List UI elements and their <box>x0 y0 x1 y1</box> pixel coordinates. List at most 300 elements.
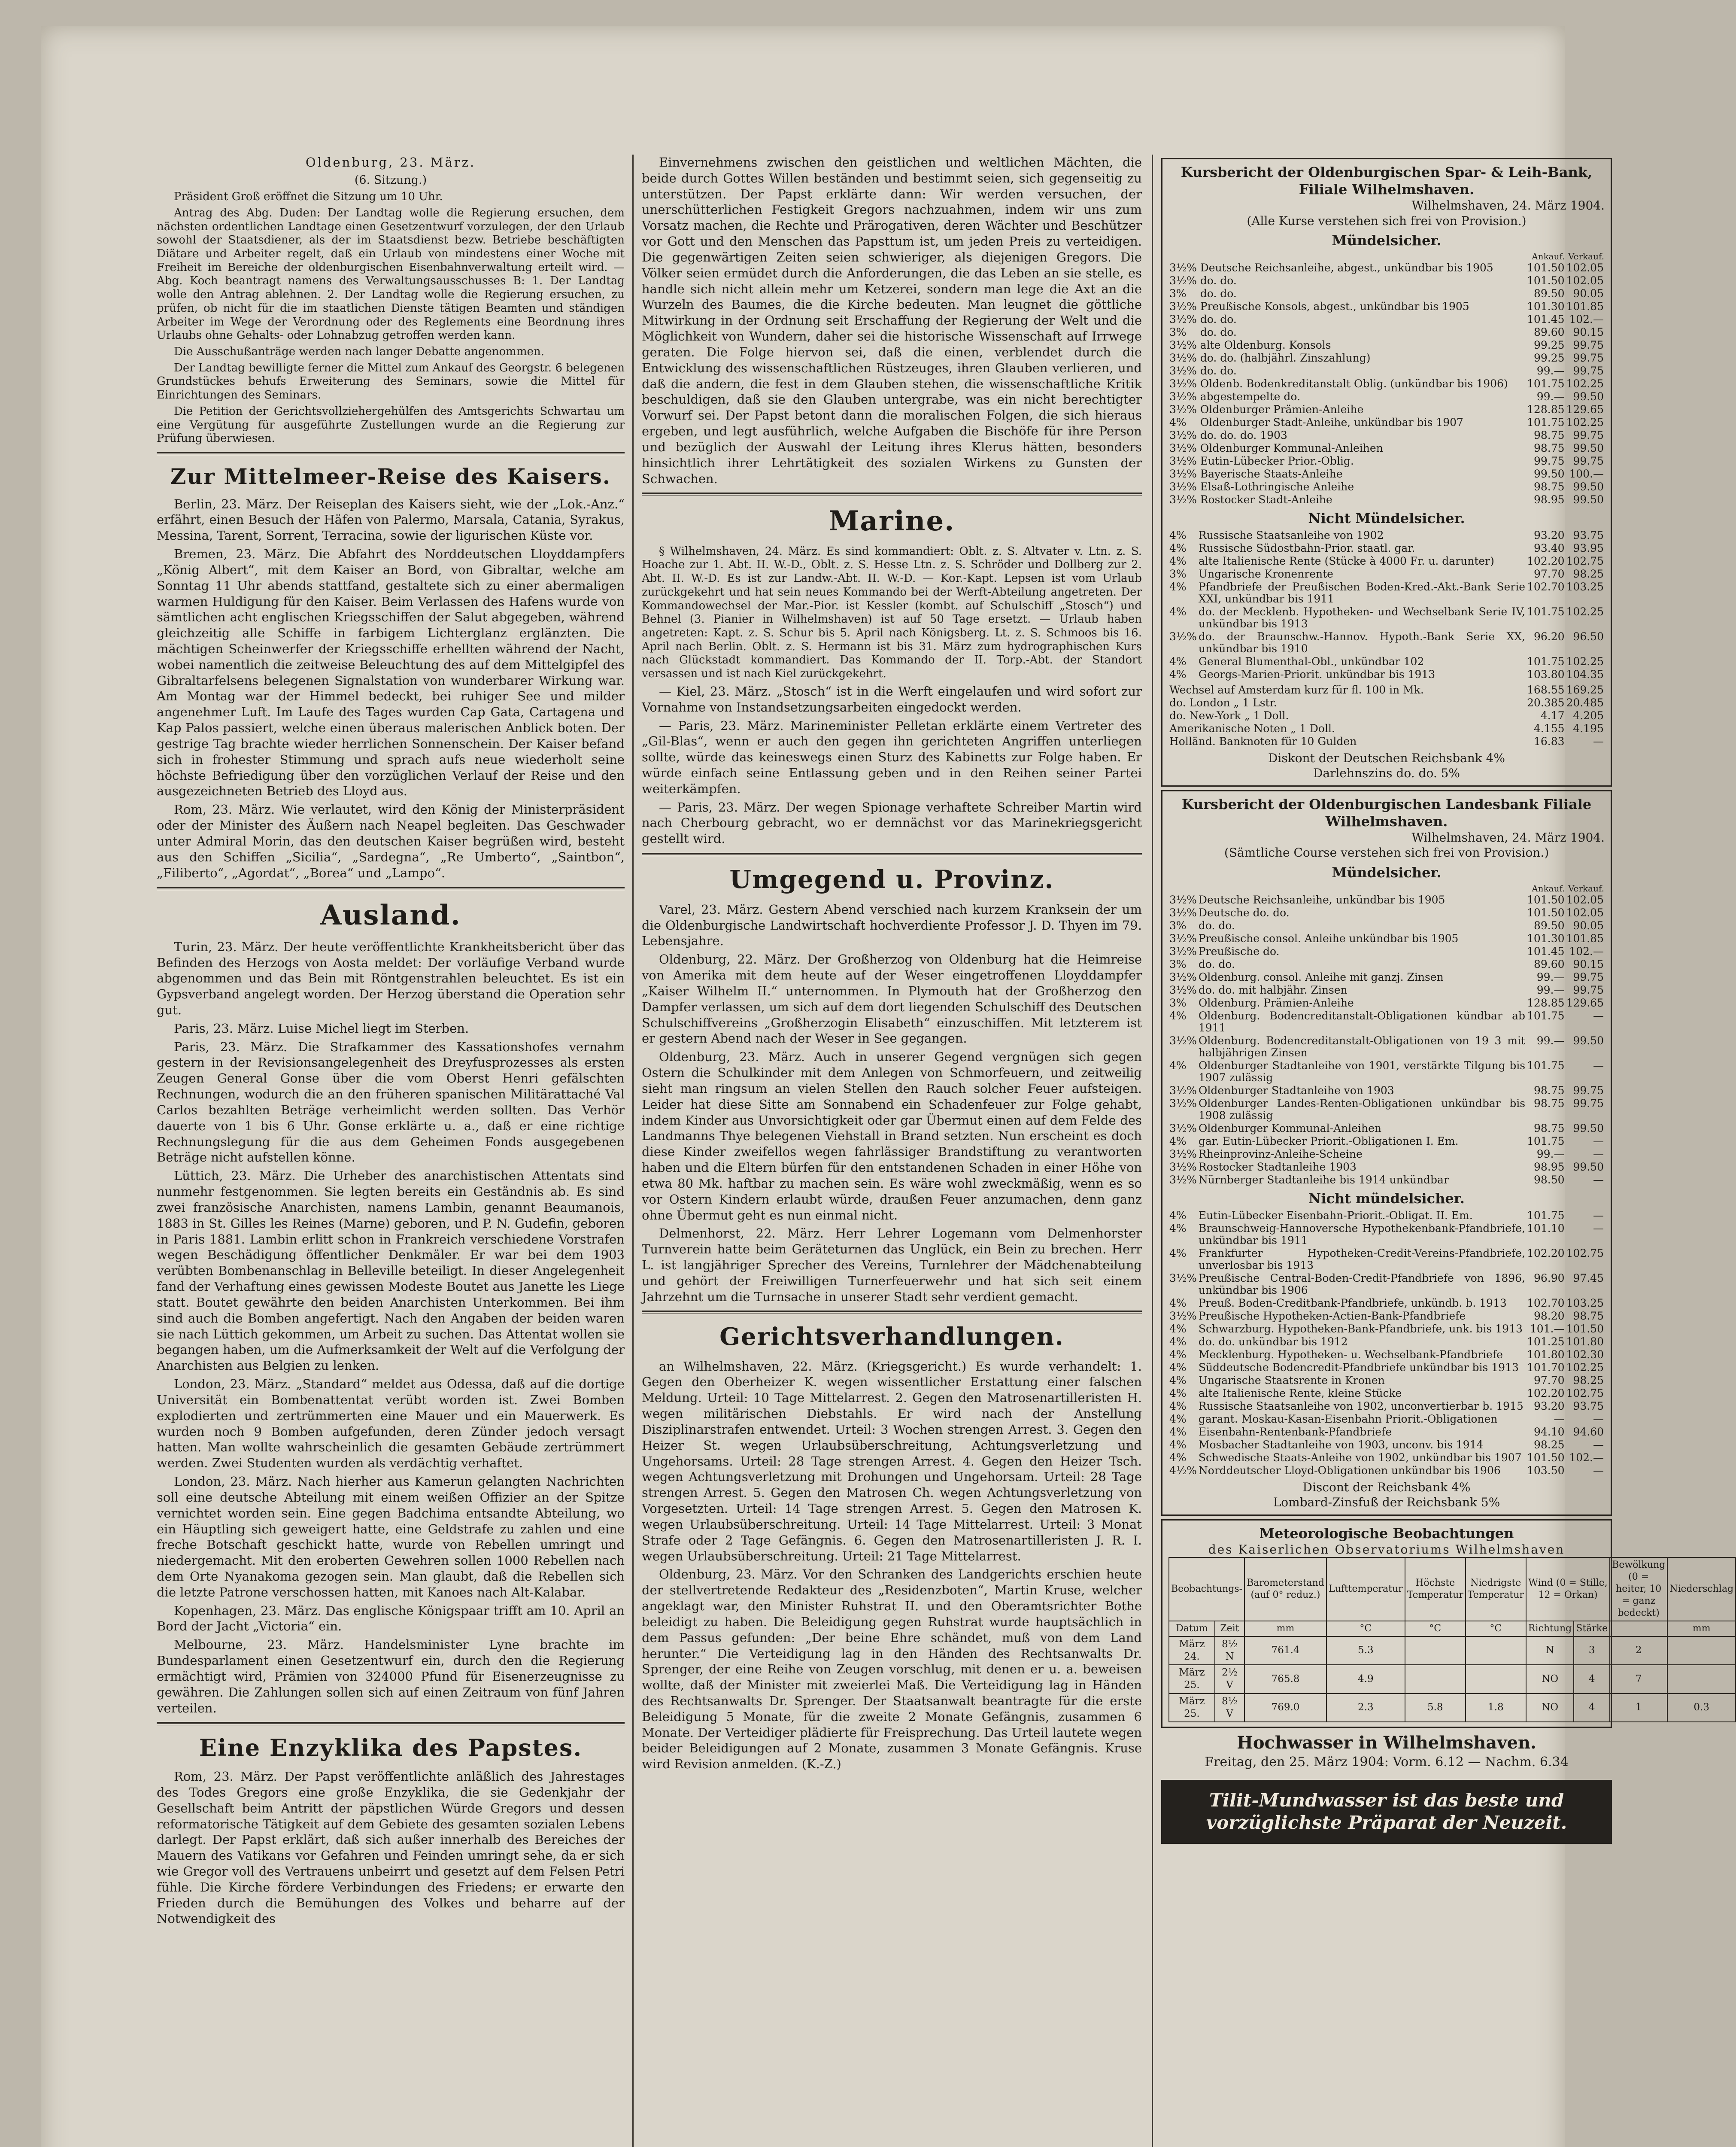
rate-value: 94.60 <box>1573 1425 1604 1438</box>
rate-label: 4% <box>1169 541 1187 554</box>
rate-value: 99.— <box>1536 1034 1565 1047</box>
rate-value: 98.25 <box>1533 1438 1565 1451</box>
rate-row <box>1168 984 1605 997</box>
rate-label: General Blumenthal-Obl., unkündbar 102 <box>1198 655 1424 668</box>
rate-value: 93.20 <box>1533 529 1565 541</box>
weather-cell <box>1466 1636 1526 1665</box>
section-divider <box>642 493 1142 496</box>
rate-value: 102.20 <box>1527 1387 1565 1399</box>
rate-value: 102.05 <box>1566 906 1604 919</box>
rate-value: 90.05 <box>1573 287 1604 300</box>
rate-row <box>1168 1426 1605 1438</box>
rate-label: 3½% <box>1169 300 1197 313</box>
column-header: Ankauf. <box>1532 883 1565 894</box>
rate-row <box>1168 1387 1605 1400</box>
rate-value: 99.75 <box>1573 455 1604 468</box>
weather-subheader: °C <box>1405 1621 1466 1636</box>
rate-value: 96.20 <box>1533 630 1565 643</box>
weather-subheader: mm <box>1667 1621 1736 1636</box>
rate-label: Preußische Central-Boden-Credit-Pfandbriefe von 1896, unkündbar bis 1906 <box>1198 1271 1526 1296</box>
rate-row <box>1168 684 1605 696</box>
rate-value: 101.75 <box>1527 1134 1565 1147</box>
rate-label: 3½% <box>1169 932 1197 945</box>
session-label: (6. Sitzung.) <box>354 173 427 187</box>
discount-rate: Diskont der Deutschen Reichsbank 4% <box>1268 751 1505 765</box>
discount-rate: Discont der Reichsbank 4% <box>1302 1480 1471 1494</box>
rate-value: 101.80 <box>1527 1348 1565 1361</box>
rate-value: 101.50 <box>1527 262 1565 274</box>
rate-row <box>1168 455 1605 468</box>
rate-value: 101.30 <box>1527 932 1565 945</box>
rate-label: do. do. unkündbar bis 1912 <box>1198 1335 1348 1348</box>
rate-value: — <box>1593 1134 1604 1147</box>
rate-label: Bayerische Staats-Anleihe <box>1200 468 1343 480</box>
rate-value: 97.70 <box>1533 567 1565 580</box>
rate-label: gar. Eutin-Lübecker Priorit.-Obligationen I. Em. <box>1198 1134 1459 1147</box>
rate-label: Frankfurter Hypotheken-Credit-Vereins-Pfandbriefe, unverlosbar bis 1913 <box>1198 1247 1526 1271</box>
rate-value: 128.85 <box>1527 403 1565 416</box>
rate-label: 3½% <box>1169 906 1197 919</box>
rate-row <box>1168 529 1605 542</box>
rate-label: 3½% <box>1169 1309 1197 1322</box>
rate-label: Oldenburger Kommunal-Anleihen <box>1200 442 1383 455</box>
rate-label: Preußische consol. Anleihe unkündbar bis 1905 <box>1198 932 1459 945</box>
weather-cell <box>1466 1665 1526 1693</box>
rate-value: 102.— <box>1569 1451 1604 1464</box>
rate-value: 89.50 <box>1533 287 1565 300</box>
rate-value: — <box>1554 1412 1565 1425</box>
rate-value: 102.20 <box>1527 554 1565 567</box>
rate-row <box>1168 555 1605 568</box>
weather-cell: 4.9 <box>1326 1665 1405 1693</box>
rate-label: Preußische Konsols, abgest., unkündbar bis 1905 <box>1200 300 1469 313</box>
rate-label: Oldenburger Stadtanleihe von 1903 <box>1198 1084 1394 1097</box>
rate-value: 20.485 <box>1566 696 1604 709</box>
bank-note: (Sämtliche Course verstehen sich frei von Provision.) <box>1224 845 1549 860</box>
rate-value: 99.— <box>1536 390 1565 403</box>
paragraph: Oldenburg, 23. März. Vor den Schranken des Landgerichts erschien heute der stellvertretende Redakteur des „Residenzboten“, Martin Kruse, welcher angeklagt war, den Minister Ruhstrat II. und den Oberamtsrichter Bothe beleidigt zu haben. Die Beleidigung gegen Ruhstrat wurde hauptsächlich in dem Passus gefunden: „Der beine Ehre schändet, muß von dem Land herunter.“ Die Verteidigung lag in den Händen des Rechtsanwalts Dr. Sprenger, der eine Reihe von Zeugen vorschlug, mit denen er u. a. beweisen wollte, daß der Minister mit zweierlei Maß. Die Verteidigung lag in Händen des Rechtsanwalts Dr. Sprenger. Der Staatsanwalt beantragte für die erste Beleidigung 5 Monate, für die zweite 2 Monate Gefängnis, zusammen 6 Monate. Der Verteidiger plädierte für Freisprechung. Das Urteil lautete wegen beider Beleidigungen auf 2 Monate, zusammen 3 Monate Gefängnis. Kruse wird Revision anmelden. (K.-Z.) <box>642 1567 1142 1772</box>
section-heading: Ausland. <box>320 899 461 932</box>
rate-label: 4% <box>1169 580 1187 593</box>
paragraph: Oldenburg, 22. März. Der Großherzog von Oldenburg hat die Heimreise von Amerika mit dem heute auf der Weser eingetroffenen Lloyddampfer „Kaiser Wilhelm II.“ unternommen. In Plymouth hat der Großherzog den Dampfer verlassen, um sich auf dem dort liegenden Schulschiff des Deutschen Schulschiffvereins „Großherzogin Elisabeth“ einzuschiffen. Mit letzterem ist er gestern Abend nach der Weser in See gegangen. <box>642 952 1142 1046</box>
paragraph: an Wilhelmshaven, 22. März. (Kriegsgericht.) Es wurde verhandelt: 1. Gegen den Oberheizer K. wegen wissentlicher Erstattung einer falschen Meldung. Urteil: 10 Tage Mittelarrest. 2. Gegen den Matrosenartilleristen H. wegen militärischen Diebstahls. Er wird nach der Anstellung Disziplinarstrafen entwendet. Urteil: 3 Wochen strengen Arrest. 3. Gegen den Heizer St. wegen Urlaubsüberschreitung, Achtungsverletzung und Ungehorsams. Urteil: 28 Tage strengen Arrest. 4. Gegen den Heizer Tsch. wegen Achtungsverletzung mit Drohungen und Ungehorsam. Urteil: 28 Tage strengen Arrest. 5. Gegen den Matrosen Ch. wegen Achtungsverletzung von Vorgesetzten. Urteil: 14 Tage strengen Arrest. 5. Gegen den Matrosen K. wegen Urlaubsüberschreitung. Urteil: 14 Tage Mittelarrest. Urteil: 3 Monat Strafe oder 2 Tage Gefängnis. 6. Gegen den Matrosenartilleristen J. R. I. wegen Urlaubsüberschreitung. Urteil: 21 Tage Mittelarrest. <box>642 1359 1142 1563</box>
rate-row <box>1168 1161 1605 1174</box>
rate-label: Eisenbahn-Rentenbank-Pfandbriefe <box>1198 1425 1392 1438</box>
rate-row <box>1168 1209 1605 1222</box>
rate-value: 101.10 <box>1527 1222 1565 1235</box>
rate-row <box>1168 1247 1605 1272</box>
rate-row <box>1168 1413 1605 1426</box>
weather-subheader: Richtung <box>1526 1621 1574 1636</box>
rate-label: 4% <box>1169 1387 1187 1399</box>
rate-label: abgestempelte do. <box>1200 390 1300 403</box>
rate-value: 101.45 <box>1527 945 1565 958</box>
rate-label: 3½% <box>1169 442 1197 455</box>
rate-label: Russische Staatsanleihe von 1902, unconvertierbar b. 1915 <box>1198 1399 1524 1412</box>
rate-value: 101.85 <box>1566 932 1604 945</box>
rate-label: Oldenburg. consol. Anleihe mit ganzj. Zinsen <box>1198 970 1444 983</box>
paragraph: Rom, 23. März. Wie verlautet, wird den König der Ministerpräsident oder der Minister des Äußern nach Neapel begleiten. Das Geschwader unter Admiral Morin, das den deutschen Kaiser begrüßen wird, besteht aus den Schiffen „Sicilia“, „Sardegna“, „Re Umberto“, „Saintbon“, „Filiberto“, „Agordat“, „Borea“ und „Lampo“. <box>157 802 625 880</box>
rate-label: 3% <box>1169 326 1187 339</box>
rate-row <box>1168 313 1605 326</box>
paragraph: Melbourne, 23. März. Handelsminister Lyne brachte im Bundesparlament einen Gesetzentwurf ein, durch den die Regierung ermächtigt wird, Prämien von 324000 Pfund für Eisenerzeugnisse zu gewähren. Die Zahlungen sollen sich auf einen Zeitraum von fünf Jahren verteilen. <box>157 1637 625 1715</box>
rate-label: 4% <box>1169 1374 1187 1387</box>
rate-label: Preußische Hypotheken-Actien-Bank-Pfandbriefe <box>1198 1309 1466 1322</box>
rate-label: 4% <box>1169 1451 1187 1464</box>
mouthwash-advertisement <box>1161 1780 1612 1844</box>
rate-value: 101.80 <box>1566 1335 1604 1348</box>
rate-row <box>1168 1148 1605 1161</box>
bank-section-heading: Mündelsicher. <box>1332 232 1442 249</box>
rate-row <box>1168 1010 1605 1034</box>
rate-label: Preußische do. <box>1198 945 1280 958</box>
column-1 <box>157 155 625 1929</box>
rate-value: 94.10 <box>1533 1425 1565 1438</box>
rate-label: 3½% <box>1169 274 1197 287</box>
rate-label: 4½% <box>1169 1464 1197 1477</box>
rate-value: 93.40 <box>1533 541 1565 554</box>
rate-label: Oldenburger Prämien-Anleihe <box>1200 403 1364 416</box>
rate-value: 101.75 <box>1527 416 1565 429</box>
rate-label: do. do. <box>1198 958 1235 970</box>
weather-cell: N <box>1526 1636 1574 1665</box>
rate-label: do. do. do. 1903 <box>1200 429 1287 442</box>
column-header: Ankauf. <box>1532 251 1565 262</box>
rate-label: Rostocker Stadt-Anleihe <box>1200 493 1332 506</box>
bank-title: Kursbericht der Oldenburgischen Landesbank Filiale Wilhelmshaven. <box>1181 796 1592 830</box>
rate-label: 4% <box>1169 1296 1187 1309</box>
rate-value: 98.75 <box>1533 442 1565 455</box>
rate-value: 101.75 <box>1527 605 1565 618</box>
rate-row <box>1168 1174 1605 1186</box>
rate-row <box>1168 735 1605 748</box>
weather-observations <box>1161 1519 1734 1728</box>
rate-label: 3% <box>1169 958 1187 970</box>
rate-row <box>1168 1135 1605 1148</box>
rate-label: 3½% <box>1169 352 1197 365</box>
rate-label: 3½% <box>1169 468 1197 480</box>
weather-cell: März 24. <box>1169 1636 1215 1665</box>
weather-cell <box>1667 1665 1736 1693</box>
rate-value: 99.75 <box>1573 970 1604 983</box>
paragraph: Rom, 23. März. Der Papst veröffentlichte anläßlich des Jahrestages des Todes Gregors eine große Enzyklika, die sie Gedenkjahr der Gesellschaft beim Antritt der päpstlichen Würde Gregors und dessen reformatorische Tätigkeit auf dem Gebiete des gesamten sozialen Lebens darlegt. Der Papst erklärt, daß sich außer innerhalb des Bereiches der Mauern des Vatikans vor Gefahren und Feinden umringt sehe, da er sich wie Gregor voll des Vertrauens unbeirrt und gesetzt auf dem Felsen Petri fühle. Die Kirche fördere Verbindungen des Friedens; er erwarte den Frieden durch die Bemühungen des Volkes und beharre auf der Notwendigkeit des <box>157 1769 625 1926</box>
rate-row <box>1168 1034 1605 1059</box>
column-header: Verkauf. <box>1568 883 1604 894</box>
loan-rate: Darlehnszins do. do. 5% <box>1313 766 1460 781</box>
paragraph: — Paris, 23. März. Marineminister Pelletan erklärte einem Vertreter des „Gil-Blas“, wenn er auch den gegen ihn gerichteten Angriffen unterliegen sollte, würde das keineswegs einen Sturz des Kabinetts zur Folge haben. Er würde einfach seine Entlassung geben und in den Reihen seiner Partei weiterkämpfen. <box>642 718 1142 796</box>
rate-label: 4% <box>1169 1399 1187 1412</box>
rate-value: 101.50 <box>1566 1322 1604 1335</box>
section-heading: Gerichtsverhandlungen. <box>719 1323 1064 1351</box>
weather-cell: 765.8 <box>1244 1665 1326 1693</box>
weather-header: Wind (0 = Stille, 12 = Orkan) <box>1526 1557 1610 1621</box>
weather-header: Beobachtungs- <box>1169 1557 1244 1621</box>
rate-value: 90.15 <box>1573 326 1604 339</box>
rate-label: 3½% <box>1169 403 1197 416</box>
column-rule <box>632 155 634 2147</box>
rate-label: 3½% <box>1169 1084 1197 1097</box>
paragraph: Varel, 23. März. Gestern Abend verschied nach kurzem Kranksein der um die Oldenburgische Landwirtschaft hochverdiente Professor J. D. Thyen im 79. Lebensjahre. <box>642 902 1142 949</box>
rate-label: 4% <box>1169 1348 1187 1361</box>
bank-report-spar-leih <box>1161 158 1612 787</box>
rate-row <box>1168 1348 1605 1361</box>
rate-value: 101.85 <box>1566 300 1604 313</box>
rate-label: Nürnberger Stadtanleihe bis 1914 unkündbar <box>1198 1173 1449 1186</box>
rate-value: 101.50 <box>1527 274 1565 287</box>
rate-value: 101.75 <box>1527 1059 1565 1072</box>
rate-label: 3½% <box>1169 313 1197 326</box>
rate-value: 103.25 <box>1566 580 1604 593</box>
section-heading: Umgegend u. Provinz. <box>729 865 1054 894</box>
rate-value: 98.75 <box>1573 1309 1604 1322</box>
rate-row <box>1168 1451 1605 1464</box>
weather-subheader: °C <box>1326 1621 1405 1636</box>
rate-row <box>1168 1272 1605 1297</box>
weather-cell: 2.3 <box>1326 1694 1405 1722</box>
rate-row <box>1168 1438 1605 1451</box>
rate-label: 3½% <box>1169 480 1197 493</box>
rate-value: 101.25 <box>1527 1335 1565 1348</box>
bank-section-heading: Nicht mündelsicher. <box>1308 1190 1465 1207</box>
rate-value: 102.75 <box>1566 1387 1604 1399</box>
weather-cell: 4 <box>1574 1694 1610 1722</box>
rate-value: 99.50 <box>1573 390 1604 403</box>
rate-label: 3½% <box>1169 455 1197 468</box>
rate-label: 3½% <box>1169 983 1197 996</box>
rate-row <box>1168 1297 1605 1310</box>
rate-label: do. London „ 1 Lstr. <box>1169 696 1277 709</box>
landtag-report <box>157 190 625 446</box>
rate-value: 103.25 <box>1566 1296 1604 1309</box>
weather-cell: 4 <box>1574 1665 1610 1693</box>
ad-line: vorzüglichste Präparat der Neuzeit. <box>1206 1812 1567 1834</box>
lombard-rate: Lombard-Zinsfuß der Reichsbank 5% <box>1273 1495 1500 1510</box>
weather-cell: 2 <box>1610 1636 1667 1665</box>
rate-label: 3% <box>1169 567 1187 580</box>
paragraph: London, 23. März. „Standard“ meldet aus Odessa, daß auf die dortige Universität ein Bombenattentat verübt worden ist. Zwei Bomben explodierten und zertrümmerten eine Mauer und ein Mauerwerk. Es wurden noch 9 Bomben aufgefunden, deren Zünder jedoch versagt hatten. Man wollte wahrscheinlich die gesamten Gebäude zertrümmert werden. Zwei Studenten wurden als verdächtig verhaftet. <box>157 1377 625 1471</box>
rates-table <box>1168 1209 1605 1477</box>
bank-note: (Alle Kurse verstehen sich frei von Provision.) <box>1247 213 1527 228</box>
rate-row <box>1168 262 1605 274</box>
ad-line: Tilit-Mundwasser ist das beste und <box>1209 1789 1564 1811</box>
weather-subtitle: des Kaiserlichen Observatoriums Wilhelmshaven <box>1208 1542 1565 1557</box>
rate-label: Eutin-Lübecker Eisenbahn-Priorit.-Obligat. II. Em. <box>1198 1209 1473 1222</box>
rate-label: Oldenburger Landes-Renten-Obligationen unkündbar bis 1908 zulässig <box>1198 1097 1526 1122</box>
rates-table <box>1168 883 1605 1186</box>
rate-label: 3½% <box>1169 493 1197 506</box>
rate-value: 96.90 <box>1533 1271 1565 1284</box>
section-divider <box>642 853 1142 856</box>
paragraph: Bremen, 23. März. Die Abfahrt des Norddeutschen Lloyddampfers „König Albert“, mit dem Kaiser an Bord, von Gibraltar, welche am Sonntag 11 Uhr abends stattfand, gestaltete sich zu einer abermaligen warmen Huldigung für den Kaiser. Beim Verlassen des Hafens wurde von sämtlichen acht englischen Kriegsschiffen der Salut abgegeben, während gleichzeitig alle Schiffe in farbigem Lichterglanz erglänzten. Die mächtigen Scheinwerfer der Kriegsschiffe erhellten während der Nacht, wobei namentlich die zeitweise Beleuchtung des auf dem Mittelgipfel des Gibraltarfelsens belegenen Signalstation von wunderbarer Wirkung war. Am Montag war der Himmel bedeckt, bei ruhiger See und milder angenehmer Luft. Im Laufe des Tages wurden Cap Gata, Cartagena und Kap Palos passiert, welche einen überaus malerischen Anblick boten. Der gestrige Tag brachte wieder herrlichen Sonnenschein. Der Kaiser befand sich in frohester Stimmung und sprach aufs neue wiederholt seine höchste Befriedigung über den vorzüglichen Verlauf der Reise und den ausgezeichneten Betrieb des Lloyd aus. <box>157 547 625 799</box>
rate-row <box>1168 945 1605 958</box>
weather-cell: 8½ V <box>1215 1694 1244 1722</box>
rate-value: 99.75 <box>1573 352 1604 365</box>
rate-value: 90.05 <box>1573 919 1604 932</box>
weather-subheader <box>1610 1621 1667 1636</box>
rate-label: do. do. <box>1200 274 1237 287</box>
rate-label: Rostocker Stadtanleihe 1903 <box>1198 1160 1357 1173</box>
paragraph: Berlin, 23. März. Der Reiseplan des Kaisers sieht, wie der „Lok.-Anz.“ erfährt, einen Besuch der Häfen von Palermo, Marsala, Catania, Syrakus, Messina, Tarent, Sorrent, Terracina, sowie der ligurischen Küste vor. <box>157 496 625 543</box>
rate-label: alte Oldenburg. Konsols <box>1200 339 1331 352</box>
rate-value: — <box>1593 1173 1604 1186</box>
rate-label: Russische Staatsanleihe von 1902 <box>1198 529 1384 541</box>
rate-value: 98.25 <box>1573 1374 1604 1387</box>
rate-row <box>1168 1122 1605 1135</box>
rate-label: Oldenb. Bodenkreditanstalt Oblig. (unkündbar bis 1906) <box>1200 377 1508 390</box>
rate-value: 99.50 <box>1533 468 1565 480</box>
paragraph: Paris, 23. März. Die Strafkammer des Kassationshofes vernahm gestern in der Revisionsangelegenheit des Dreyfusprozesses als ersten Zeugen General Gonse über die vom Oberst Henri gefälschten Rechnungen, wodurch die an den früheren spanischen Militärattaché Val Carlos bezahlten Beträge verheimlicht werden sollten. Das Verhör dauerte von 1 bis 6 Uhr. Gonse erklärte u. a., daß er eine richtige Rechnungslegung für die aus dem Geheimen Fonds ausgegebenen Beträge nicht aufstellen könne. <box>157 1039 625 1165</box>
weather-header: Niederschlag <box>1667 1557 1736 1621</box>
rate-label: 3% <box>1169 996 1187 1009</box>
weather-row <box>1169 1694 1736 1722</box>
rate-label: do. New-York „ 1 Doll. <box>1169 709 1289 722</box>
column-3 <box>1161 155 1734 1844</box>
rate-row <box>1168 377 1605 390</box>
rate-value: 99.— <box>1536 365 1565 377</box>
rate-label: do. do. <box>1198 919 1235 932</box>
rate-label: 3½% <box>1169 945 1197 958</box>
rate-value: 102.25 <box>1566 655 1604 668</box>
rate-label: 3½% <box>1169 1160 1197 1173</box>
rate-value: 99.25 <box>1533 352 1565 365</box>
weather-cell: 7 <box>1610 1665 1667 1693</box>
rate-value: 4.17 <box>1540 709 1565 722</box>
rate-label: Russische Südostbahn-Prior. staatl. gar. <box>1198 541 1415 554</box>
rate-value: 101.75 <box>1527 1009 1565 1022</box>
weather-subheader: °C <box>1466 1621 1526 1636</box>
paragraph: Antrag des Abg. Duden: Der Landtag wolle die Regierung ersuchen, dem nächsten ordentlichen Landtage einen Gesetzentwurf vorzulegen, der den Urlaub sowohl der Staatsdiener, als der im Staatsdienst bezw. Betriebe beschäftigten Diätare und Arbeiter regelt, daß ein Urlaub von mindestens einer Woche mit Freiheit im Bereiche der oldenburgischen Eisenbahnverwaltung erteilt wird. — Abg. Koch beantragt namens des Verwaltungsausschusses B: 1. Der Landtag wolle den Antrag ablehnen. 2. Der Landtag wolle die Regierung ersuchen, zu prüfen, ob nicht für die im staatlichen Dienste tätigen Beamten und ständigen Arbeiter im Wege der Verordnung oder des Reglements eine Beordnung ihres Urlaubs ohne Gehalts- oder Lohnabzug getroffen werden kann. <box>157 206 625 342</box>
rate-label: Pfandbriefe der Preußischen Boden-Kred.-Akt.-Bank Serie XXI, unkündbar bis 1911 <box>1198 580 1526 605</box>
paragraph: Der Landtag bewilligte ferner die Mittel zum Ankauf des Georgstr. 6 belegenen Grundstückes behufs Erweiterung des Seminars, sowie die Mittel für Einrichtungen des Seminars. <box>157 361 625 402</box>
rate-value: 99.— <box>1536 983 1565 996</box>
rate-row <box>1168 403 1605 416</box>
rate-row <box>1168 365 1605 377</box>
rate-row <box>1168 1464 1605 1477</box>
weather-cell: 1.8 <box>1466 1694 1526 1722</box>
rate-value: 99.50 <box>1573 1122 1604 1134</box>
rate-label: 4% <box>1169 605 1187 618</box>
rate-label: Norddeutscher Lloyd-Obligationen unkündbar bis 1906 <box>1198 1464 1501 1477</box>
paragraph: London, 23. März. Nach hierher aus Kamerun gelangten Nachrichten soll eine deutsche Abteilung mit einem weißen Offizier an der Spitze vernichtet worden sein. Eine gegen Badchima entsandte Abteilung, wo ein Häuptling sich geweigert hatte, eine Geldstrafe zu zahlen und eine freche Botschaft geschickt hatte, wurde von Rebellen umringt und niedergemacht. Mit den eroberten Gewehren sollen 1000 Rebellen nach dem Orte Nyanakoma gezogen sein. Man glaubt, daß die Rebellen sich die letzte Patrone verschossen hatten, mit Kanoes nach Alt-Kalabar. <box>157 1474 625 1600</box>
rate-value: 99.75 <box>1573 983 1604 996</box>
rate-label: Oldenburger Stadt-Anleihe, unkündbar bis 1907 <box>1200 416 1463 429</box>
rate-label: do. do. <box>1200 326 1237 339</box>
weather-subheader: Zeit <box>1215 1621 1244 1636</box>
rate-value: 20.385 <box>1527 696 1565 709</box>
rate-value: — <box>1593 1147 1604 1160</box>
rate-label: 3½% <box>1169 893 1197 906</box>
weather-cell: NO <box>1526 1665 1574 1693</box>
rate-value: 98.75 <box>1533 1122 1565 1134</box>
rate-value: — <box>1593 735 1604 748</box>
weather-row <box>1169 1665 1736 1693</box>
rate-row <box>1168 480 1605 493</box>
rate-value: 98.95 <box>1533 1160 1565 1173</box>
rate-value: 102.— <box>1569 945 1604 958</box>
rate-value: 99.75 <box>1573 1097 1604 1110</box>
rate-value: 99.50 <box>1573 1160 1604 1173</box>
rate-value: 103.80 <box>1527 668 1565 681</box>
rate-label: 3½% <box>1169 1147 1197 1160</box>
rate-row <box>1168 390 1605 403</box>
rate-label: garant. Moskau-Kasan-Eisenbahn Priorit.-Obligationen <box>1198 1412 1498 1425</box>
weather-table <box>1168 1557 1736 1722</box>
rate-value: 102.05 <box>1566 893 1604 906</box>
weather-title: Meteorologische Beobachtungen <box>1259 1525 1514 1542</box>
column-header: Verkauf. <box>1568 251 1604 262</box>
bank-date: Wilhelmshaven, 24. März 1904. <box>1411 198 1605 213</box>
weather-cell: 8½ N <box>1215 1636 1244 1665</box>
rate-value: 99.25 <box>1533 339 1565 352</box>
section-divider <box>157 887 625 890</box>
rate-label: 4% <box>1169 1412 1187 1425</box>
rate-label: Schwarzburg. Hypotheken-Bank-Pfandbriefe, unk. bis 1913 <box>1198 1322 1523 1335</box>
rate-row <box>1168 655 1605 668</box>
rate-value: 101.75 <box>1527 1209 1565 1222</box>
rate-label: 3½% <box>1169 970 1197 983</box>
rate-value: 102.— <box>1569 313 1604 326</box>
rate-value: 98.95 <box>1533 493 1565 506</box>
rate-value: 98.25 <box>1573 567 1604 580</box>
rate-value: 93.95 <box>1573 541 1604 554</box>
rate-row <box>1168 971 1605 984</box>
rate-label: 3% <box>1169 287 1187 300</box>
rate-row <box>1168 416 1605 429</box>
rate-label: Oldenburg. Bodencreditanstalt-Obligationen kündbar ab 1911 <box>1198 1009 1526 1034</box>
weather-subheader: Stärke <box>1574 1621 1610 1636</box>
rate-row <box>1168 997 1605 1010</box>
rate-value: 103.50 <box>1527 1464 1565 1477</box>
rate-value: 101.30 <box>1527 300 1565 313</box>
rate-label: 3½% <box>1169 1122 1197 1134</box>
paragraph: Die Petition der Gerichtsvollziehergehülfen des Amtsgerichts Schwartau um eine Vergütung für ausgeführte Zustellungen wurde an die Regierung zur Prüfung überwiesen. <box>157 404 625 445</box>
paragraph: Lüttich, 23. März. Die Urheber des anarchistischen Attentats sind nunmehr festgenommen. Sie legten bereits ein Geständnis ab. Es sind zwei französische Anarchisten, namens Lambin, genannt Beaumanois, 1883 in St. Gilles les Reines (Marne) geboren, und P. N. Gudefin, geboren in Paris 1881. Lambin erlitt schon in Frankreich verschiedene Vorstrafen wegen Beschädigung öffentlicher Denkmäler. Er war bei dem 1903 verübten Bombenanschlag in Belleville beteiligt. In dieser Angelegenheit fand der Verhaftung eines gewissen Modeste Boutet aus Janette les Liege statt. Boutet gewährte den beiden Anarchisten Unterkommen. Bei ihm sind auch die Bomben angefertigt. Nach den Angaben der beiden waren sie nach Lüttich gekommen, um Arbeit zu suchen. Das Attentat wollen sie begangen haben, um die Aufmerksamkeit der Welt auf die Verfolgung der Anarchisten aus Belgien zu lenken. <box>157 1168 625 1373</box>
rate-label: do. do. <box>1200 313 1237 326</box>
weather-cell: NO <box>1526 1694 1574 1722</box>
rate-value: 101.45 <box>1527 313 1565 326</box>
rate-label: do. do. <box>1200 287 1237 300</box>
rate-label: Deutsche Reichsanleihe, unkündbar bis 1905 <box>1198 893 1445 906</box>
rate-value: 101.70 <box>1527 1361 1565 1374</box>
rate-value: 89.50 <box>1533 919 1565 932</box>
rate-value: 168.55 <box>1527 683 1565 696</box>
rate-label: Braunschweig-Hannoversche Hypothekenbank-Pfandbriefe, unkündbar bis 1911 <box>1198 1222 1526 1247</box>
dateline: Oldenburg, 23. März. <box>305 155 476 170</box>
rate-value: 99.50 <box>1573 493 1604 506</box>
rate-row <box>1168 1310 1605 1323</box>
bank-section-heading: Mündelsicher. <box>1332 864 1442 881</box>
rate-value: 169.25 <box>1566 683 1604 696</box>
rate-label: alte Italienische Rente (Stücke à 4000 Fr. u. darunter) <box>1198 554 1494 567</box>
rate-row <box>1168 605 1605 630</box>
rate-value: 99.75 <box>1533 455 1565 468</box>
rate-value: 102.25 <box>1566 605 1604 618</box>
rate-label: 3½% <box>1169 1271 1197 1284</box>
rate-value: 99.50 <box>1573 1034 1604 1047</box>
rate-row <box>1168 1361 1605 1374</box>
rate-row <box>1168 274 1605 287</box>
rate-row <box>1168 1097 1605 1122</box>
rate-row <box>1168 894 1605 906</box>
rate-value: 99.75 <box>1573 1084 1604 1097</box>
rate-row <box>1168 326 1605 339</box>
weather-header: Bewölkung (0 = heiter, 10 = ganz bedeckt) <box>1610 1557 1667 1621</box>
section-heading: Zur Mittelmeer-Reise des Kaisers. <box>170 464 611 490</box>
rate-value: 102.05 <box>1566 262 1604 274</box>
rate-label: 4% <box>1169 1222 1187 1235</box>
rate-label: 3½% <box>1169 390 1197 403</box>
weather-cell: 5.3 <box>1326 1636 1405 1665</box>
